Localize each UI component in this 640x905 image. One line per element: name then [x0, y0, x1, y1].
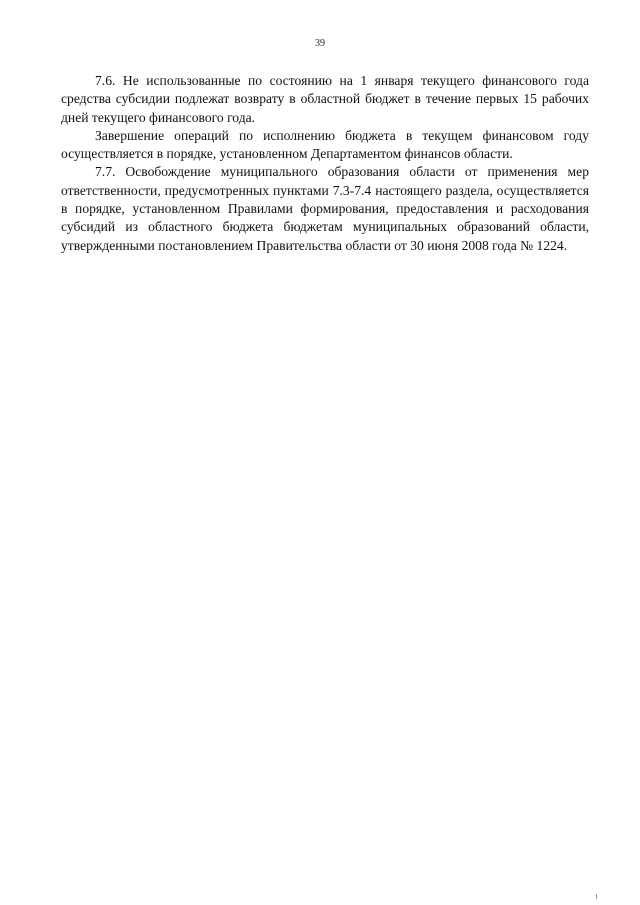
- paragraph-budget-completion: Завершение операций по исполнению бюджета в текущем финансовом году осуществляется в порядке, установленном Департаментом финансов области.: [61, 127, 589, 162]
- document-body: [61, 72, 589, 255]
- page-number: 39: [315, 38, 325, 49]
- scan-artifact: [596, 894, 597, 899]
- paragraph-7-7: 7.7. Освобождение муниципального образования области от применения мер ответственности, предусмотренных пунктами 7.3-7.4 настоящего раздела, осуществляется в порядке, установленном Правилами формирования, предоставления и расходования субсидий из областного бюджета бюджетам муниципальных образований области, утвержденными постановлением Правительства области от 30 июня 2008 года № 1224.: [61, 164, 589, 253]
- paragraph-7-6: 7.6. Не использованные по состоянию на 1 января текущего финансового года средства субсидии подлежат возврату в областной бюджет в течение первых 15 рабочих дней текущего финансового года.: [61, 73, 589, 125]
